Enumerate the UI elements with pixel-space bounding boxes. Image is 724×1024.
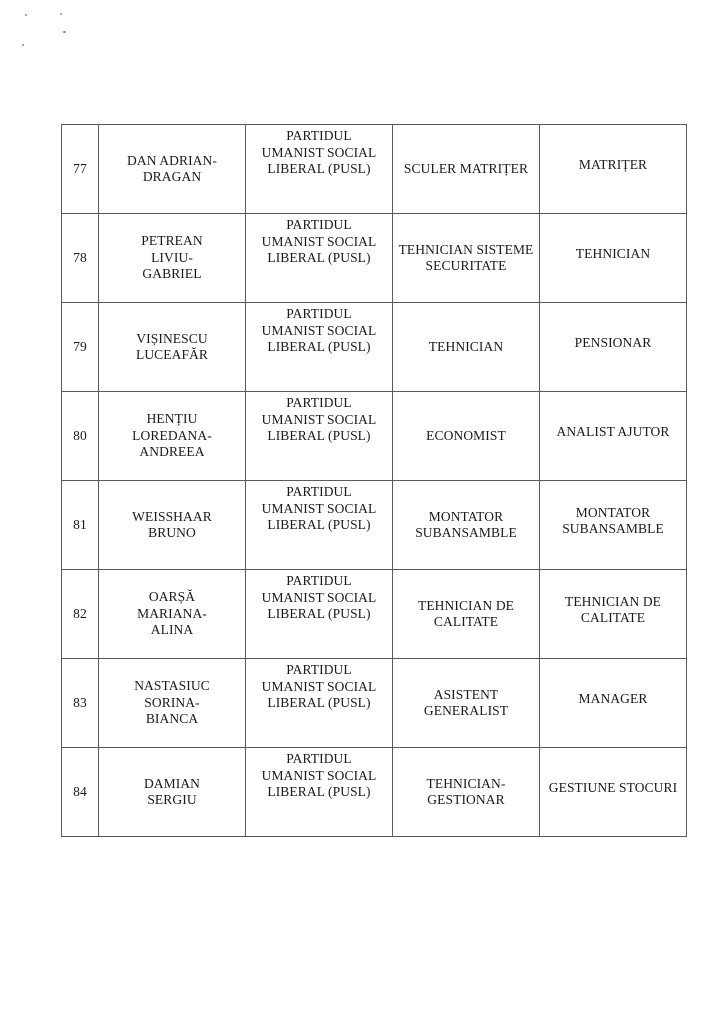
table-row — [62, 481, 687, 570]
occupation-cell — [540, 303, 687, 392]
row-number-cell: 81 — [62, 481, 99, 570]
candidate-name-cell: WEISSHAAR BRUNO — [99, 481, 246, 570]
profession-cell: TEHNICIAN — [393, 303, 540, 392]
occupation-text: TEHNICIAN DE CALITATE — [564, 593, 662, 625]
occupation-cell — [540, 392, 687, 481]
profession-cell: TEHNICIAN- GESTIONAR — [393, 748, 540, 837]
profession-cell: SCULER MATRIȚER — [393, 125, 540, 214]
candidate-name-cell: VIȘINESCU LUCEAFĂR — [99, 303, 246, 392]
row-number-cell: 77 — [62, 125, 99, 214]
occupation-cell — [540, 125, 687, 214]
party-cell: PARTIDUL UMANIST SOCIAL LIBERAL (PUSL) — [246, 214, 393, 303]
party-cell: PARTIDUL UMANIST SOCIAL LIBERAL (PUSL) — [246, 392, 393, 481]
scan-speck — [60, 13, 62, 15]
row-number-cell: 78 — [62, 214, 99, 303]
party-cell: PARTIDUL UMANIST SOCIAL LIBERAL (PUSL) — [246, 125, 393, 214]
table-row — [62, 214, 687, 303]
profession-cell: TEHNICIAN DE CALITATE — [393, 570, 540, 659]
candidate-name-cell: PETREAN LIVIU- GABRIEL — [99, 214, 246, 303]
candidate-name-cell: DAMIAN SERGIU — [99, 748, 246, 837]
candidate-name-cell: OARȘĂ MARIANA- ALINA — [99, 570, 246, 659]
party-cell: PARTIDUL UMANIST SOCIAL LIBERAL (PUSL) — [246, 659, 393, 748]
profession-cell: TEHNICIAN SISTEME SECURITATE — [393, 214, 540, 303]
occupation-cell — [540, 214, 687, 303]
occupation-cell — [540, 481, 687, 570]
occupation-text: TEHNICIAN — [575, 245, 651, 261]
occupation-text: MANAGER — [578, 690, 648, 706]
table-row — [62, 125, 687, 214]
profession-cell: ASISTENT GENERALIST — [393, 659, 540, 748]
table-row — [62, 748, 687, 837]
candidates-table — [61, 124, 687, 837]
candidate-name-cell: DAN ADRIAN- DRAGAN — [99, 125, 246, 214]
candidate-name-cell: NASTASIUC SORINA- BIANCA — [99, 659, 246, 748]
occupation-cell — [540, 659, 687, 748]
candidate-name-cell: HENȚIU LOREDANA- ANDREEA — [99, 392, 246, 481]
occupation-text: PENSIONAR — [574, 334, 652, 350]
scan-speck — [63, 31, 66, 33]
row-number-cell: 83 — [62, 659, 99, 748]
occupation-cell — [540, 570, 687, 659]
table-row — [62, 659, 687, 748]
occupation-text: ANALIST AJUTOR — [556, 423, 670, 439]
party-cell: PARTIDUL UMANIST SOCIAL LIBERAL (PUSL) — [246, 748, 393, 837]
occupation-text: GESTIUNE STOCURI — [548, 779, 678, 795]
profession-cell: ECONOMIST — [393, 392, 540, 481]
occupation-text: MATRIȚER — [578, 156, 648, 172]
row-number-cell: 84 — [62, 748, 99, 837]
occupation-cell — [540, 748, 687, 837]
occupation-text: MONTATOR SUBANSAMBLE — [562, 504, 664, 536]
table-row — [62, 303, 687, 392]
scan-speck — [22, 44, 24, 46]
row-number-cell: 79 — [62, 303, 99, 392]
row-number-cell: 82 — [62, 570, 99, 659]
candidates-table-body — [62, 125, 687, 837]
party-cell: PARTIDUL UMANIST SOCIAL LIBERAL (PUSL) — [246, 570, 393, 659]
party-cell: PARTIDUL UMANIST SOCIAL LIBERAL (PUSL) — [246, 303, 393, 392]
party-cell: PARTIDUL UMANIST SOCIAL LIBERAL (PUSL) — [246, 481, 393, 570]
table-row — [62, 392, 687, 481]
profession-cell: MONTATOR SUBANSAMBLE — [393, 481, 540, 570]
scan-speck — [25, 14, 27, 16]
row-number-cell: 80 — [62, 392, 99, 481]
table-row — [62, 570, 687, 659]
